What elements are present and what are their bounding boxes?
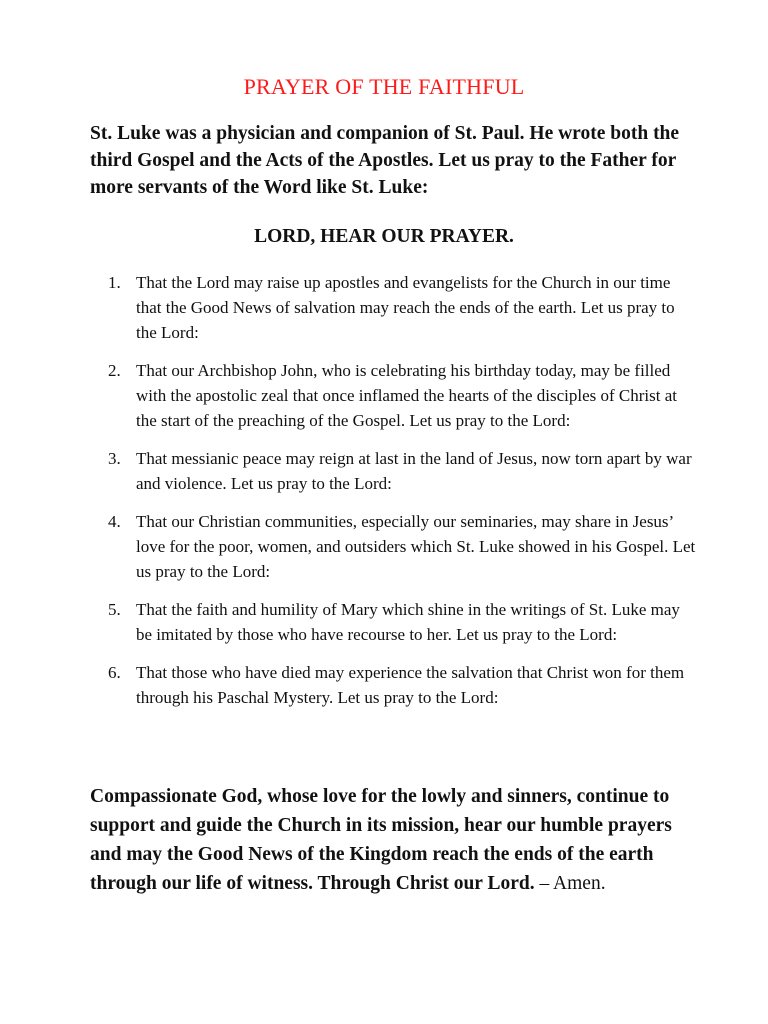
petition-item xyxy=(108,509,698,584)
petition-text: That our Christian communities, especially our seminaries, may share in Jesus’ love for the poor, women, and outsiders which St. Luke showed in his Gospel. Let us pray to the Lord: xyxy=(136,512,696,581)
closing-prayer-text: Compassionate God, whose love for the lowly and sinners, continue to support and guide the Church in its mission, hear our humble prayers and may the Good News of the Kingdom reach the ends of the earth through our life of witness. Through Christ our Lord. xyxy=(90,786,672,894)
petition-text: That those who have died may experience the salvation that Christ won for them through his Paschal Mystery. Let us pray to the Lord: xyxy=(136,663,685,707)
petition-item xyxy=(108,446,698,496)
petition-text: That our Archbishop John, who is celebrating his birthday today, may be filled with the apostolic zeal that once inflamed the hearts of the disciples of Christ at the start of the preaching of the Gospel. Let us pray to the Lord: xyxy=(136,361,678,430)
petition-number: 1. xyxy=(108,273,121,292)
petition-item xyxy=(108,597,698,647)
petition-number: 2. xyxy=(108,361,121,380)
petition-item xyxy=(108,270,698,345)
petition-list xyxy=(108,270,698,723)
response-line: LORD, HEAR OUR PRAYER. xyxy=(254,226,514,247)
petition-number: 6. xyxy=(108,663,121,682)
closing-amen: – Amen. xyxy=(534,873,606,894)
petition-item xyxy=(108,660,698,710)
petition-item xyxy=(108,358,698,433)
petition-number: 4. xyxy=(108,512,121,531)
petition-number: 5. xyxy=(108,600,121,619)
page-title: PRAYER OF THE FAITHFUL xyxy=(243,74,525,99)
petition-number: 3. xyxy=(108,449,121,468)
intro-paragraph: St. Luke was a physician and companion of St. Paul. He wrote both the third Gospel and the Acts of the Apostles. Let us pray to the Father for more servants of the Word like St. Luke: xyxy=(90,123,680,198)
petition-text: That the faith and humility of Mary which shine in the writings of St. Luke may be imitated by those who have recourse to her. Let us pray to the Lord: xyxy=(136,600,680,644)
closing-prayer xyxy=(90,782,700,898)
petition-text: That messianic peace may reign at last in the land of Jesus, now torn apart by war and violence. Let us pray to the Lord: xyxy=(136,449,692,493)
petition-text: That the Lord may raise up apostles and evangelists for the Church in our time that the Good News of salvation may reach the ends of the earth. Let us pray to the Lord: xyxy=(136,273,675,342)
